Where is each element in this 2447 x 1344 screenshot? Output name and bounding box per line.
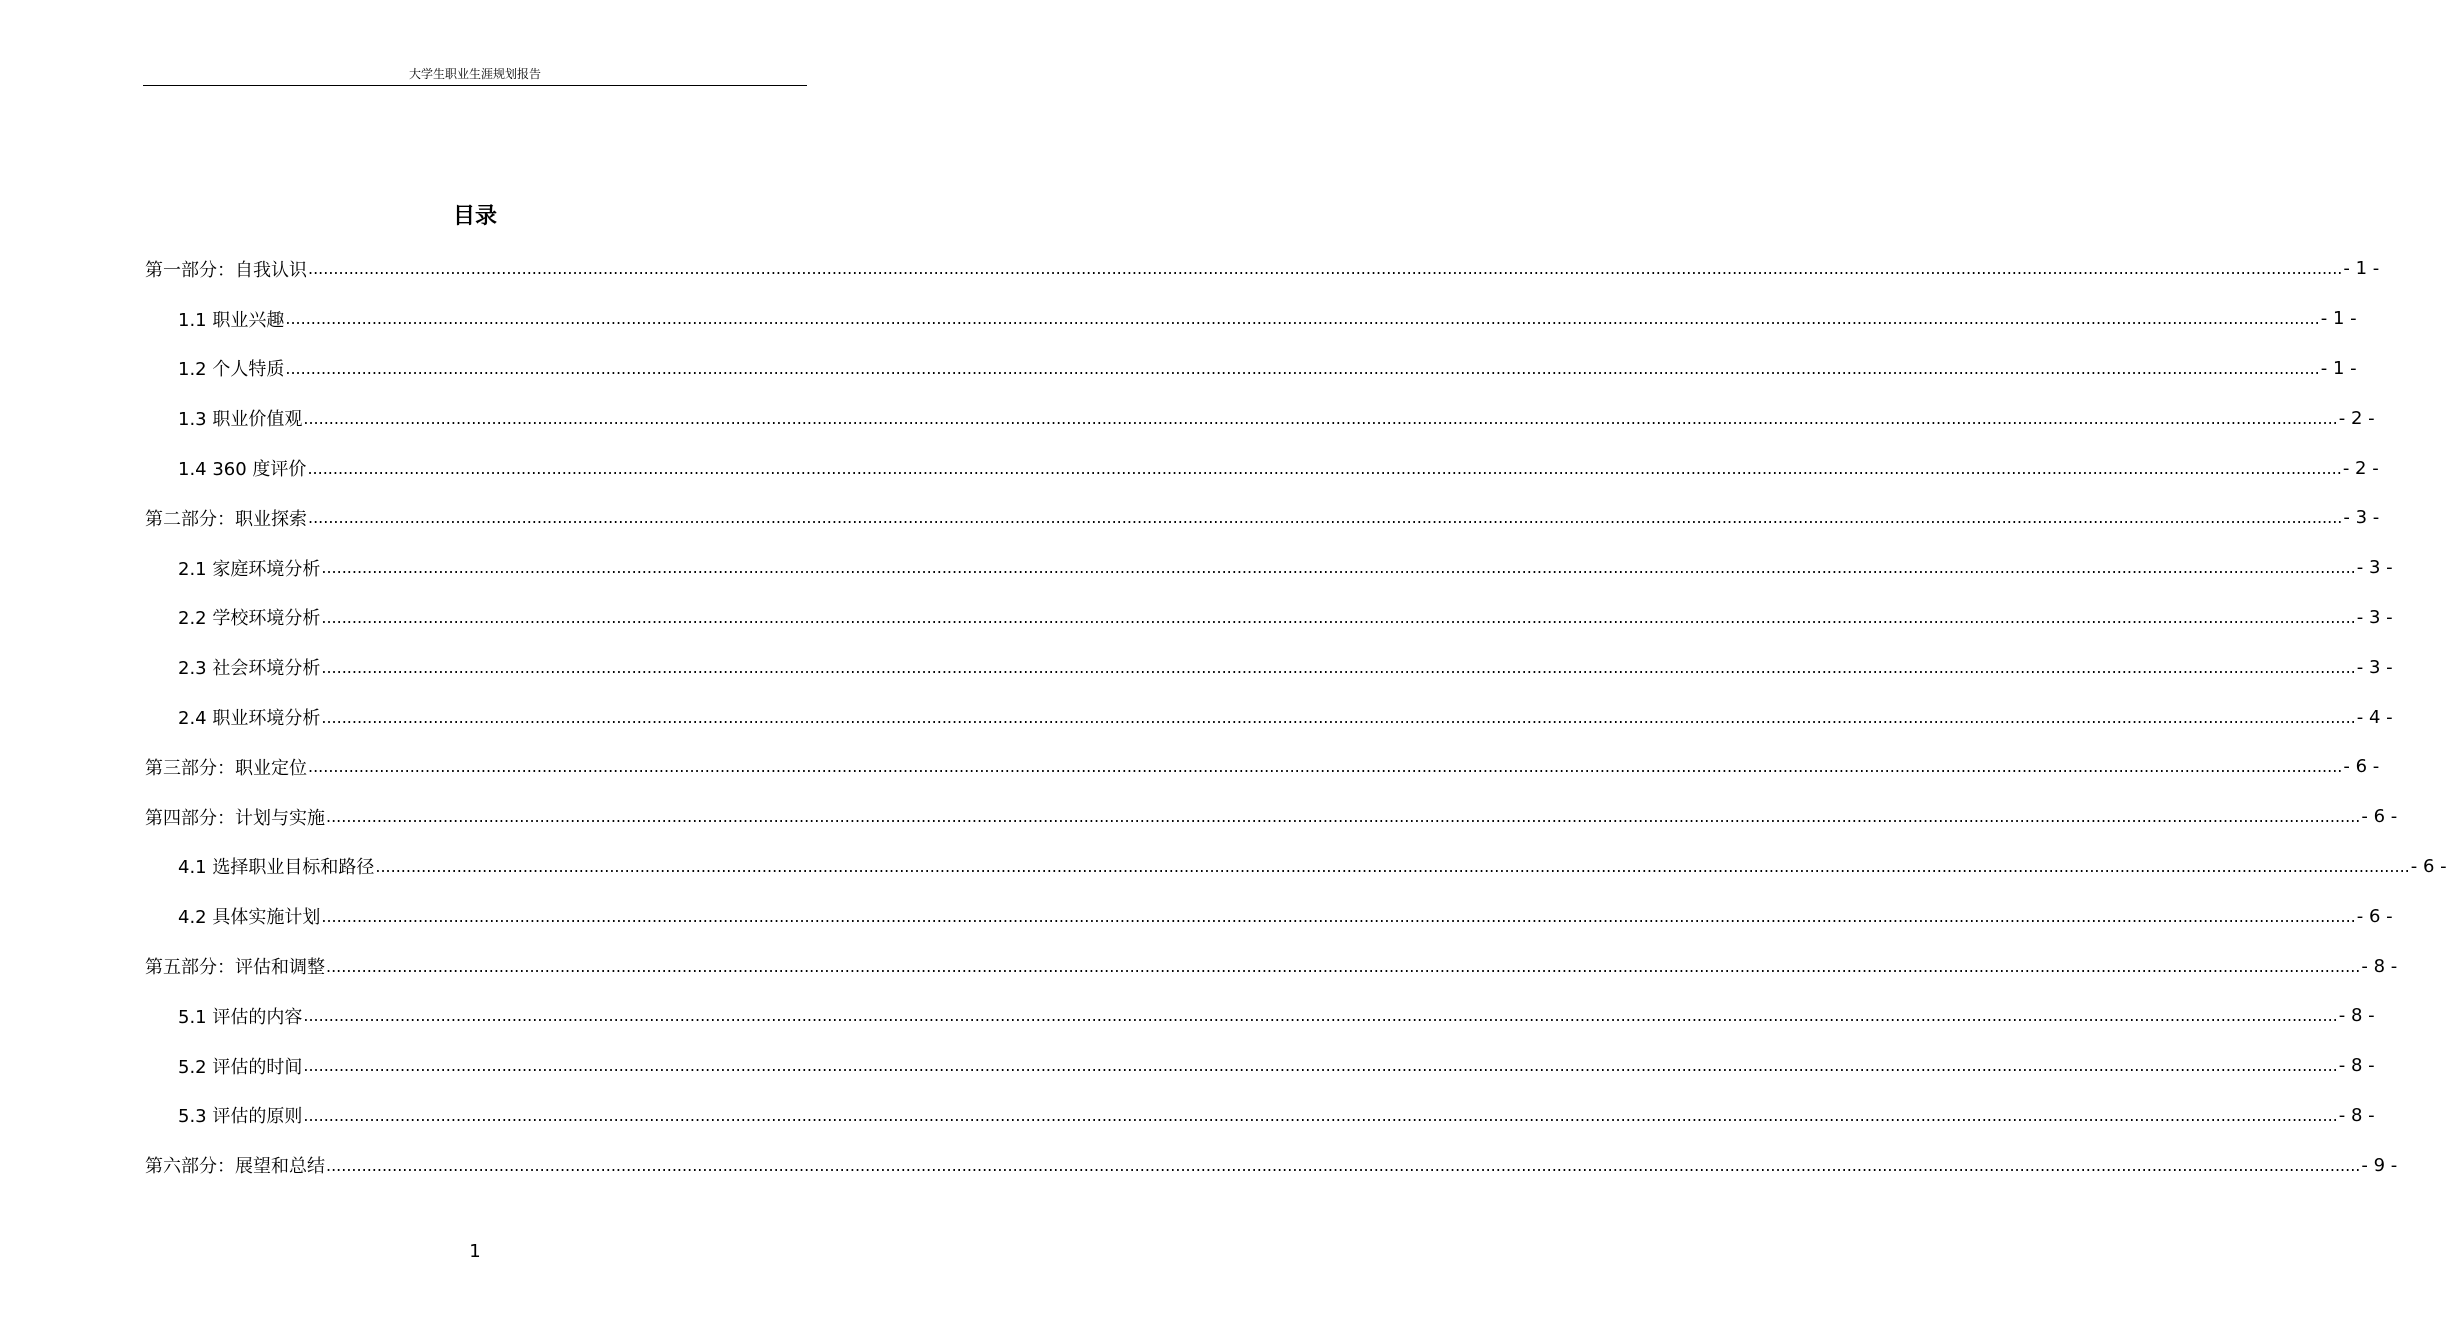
toc-entry-page: - 8 - bbox=[2338, 1005, 2375, 1027]
page-header-title: 大学生职业生涯规划报告 bbox=[408, 67, 541, 81]
toc-entry[interactable] bbox=[145, 991, 2375, 1041]
toc-entry-text: 4.1 选择职业目标和路径 bbox=[178, 857, 375, 879]
header-divider bbox=[143, 85, 807, 86]
toc-dot-leader: ................................................................................................................................................................................................................................................................................................................................................................................................................ bbox=[326, 956, 2361, 976]
toc-entry[interactable] bbox=[145, 1140, 2398, 1190]
toc-entry[interactable] bbox=[145, 443, 2379, 493]
page-number: 1 bbox=[469, 1241, 481, 1262]
toc-entry-page: - 3 - bbox=[2356, 606, 2393, 628]
toc-entry-page: - 3 - bbox=[2356, 656, 2393, 678]
toc-entry-text: 第二部分：职业探索 bbox=[145, 508, 307, 530]
toc-entry[interactable] bbox=[145, 842, 2447, 892]
table-of-contents bbox=[145, 244, 2447, 1190]
toc-entry-text: 第六部分：展望和总结 bbox=[145, 1156, 325, 1178]
toc-dot-leader: ................................................................................................................................................................................................................................................................................................................................................................................................................ bbox=[321, 707, 2356, 727]
toc-entry-text: 1.3 职业价值观 bbox=[178, 409, 303, 431]
toc-entry-text: 5.2 评估的时间 bbox=[178, 1056, 303, 1078]
toc-dot-leader: ................................................................................................................................................................................................................................................................................................................................................................................................................ bbox=[326, 1155, 2361, 1175]
toc-entry-page: - 6 - bbox=[2343, 756, 2380, 778]
toc-dot-leader: ................................................................................................................................................................................................................................................................................................................................................................................................................ bbox=[303, 408, 2338, 428]
toc-entry-page: - 3 - bbox=[2343, 507, 2380, 529]
toc-dot-leader: ................................................................................................................................................................................................................................................................................................................................................................................................................ bbox=[326, 807, 2361, 827]
toc-entry-text: 5.1 评估的内容 bbox=[178, 1006, 303, 1028]
toc-entry-page: - 6 - bbox=[2356, 905, 2393, 927]
toc-dot-leader: ................................................................................................................................................................................................................................................................................................................................................................................................................ bbox=[308, 757, 2343, 777]
toc-entry-page: - 9 - bbox=[2361, 1154, 2398, 1176]
toc-entry-page: - 2 - bbox=[2338, 407, 2375, 429]
toc-entry[interactable] bbox=[145, 244, 2380, 294]
toc-dot-leader: ................................................................................................................................................................................................................................................................................................................................................................................................................ bbox=[321, 906, 2356, 926]
toc-entry[interactable] bbox=[145, 543, 2393, 593]
toc-entry-text: 1.1 职业兴趣 bbox=[178, 309, 285, 331]
toc-entry-page: - 3 - bbox=[2356, 557, 2393, 579]
toc-entry[interactable] bbox=[145, 344, 2357, 394]
toc-entry[interactable] bbox=[145, 941, 2398, 991]
toc-entry[interactable] bbox=[145, 742, 2380, 792]
toc-entry[interactable] bbox=[145, 692, 2393, 742]
toc-entry-text: 2.2 学校环境分析 bbox=[178, 608, 321, 630]
toc-entry-text: 第四部分：计划与实施 bbox=[145, 807, 325, 829]
toc-entry-page: - 2 - bbox=[2342, 457, 2379, 479]
toc-dot-leader: ................................................................................................................................................................................................................................................................................................................................................................................................................ bbox=[285, 309, 2320, 329]
toc-dot-leader: ................................................................................................................................................................................................................................................................................................................................................................................................................ bbox=[321, 657, 2356, 677]
toc-entry-text: 2.3 社会环境分析 bbox=[178, 658, 321, 680]
toc-entry-text: 1.4 360 度评价 bbox=[178, 459, 307, 481]
toc-entry[interactable] bbox=[145, 493, 2380, 543]
toc-entry-text: 第五部分：评估和调整 bbox=[145, 957, 325, 979]
toc-entry[interactable] bbox=[145, 1041, 2375, 1091]
toc-entry-page: - 6 - bbox=[2361, 806, 2398, 828]
toc-entry-page: - 8 - bbox=[2338, 1104, 2375, 1126]
toc-entry[interactable] bbox=[145, 642, 2393, 692]
toc-entry-text: 第一部分：自我认识 bbox=[145, 259, 307, 281]
toc-dot-leader: ................................................................................................................................................................................................................................................................................................................................................................................................................ bbox=[303, 1105, 2338, 1125]
toc-entry-page: - 4 - bbox=[2356, 706, 2393, 728]
toc-entry[interactable] bbox=[145, 393, 2375, 443]
toc-dot-leader: ................................................................................................................................................................................................................................................................................................................................................................................................................ bbox=[321, 558, 2356, 578]
toc-entry[interactable] bbox=[145, 294, 2357, 344]
toc-entry-page: - 1 - bbox=[2320, 357, 2357, 379]
toc-entry-text: 4.2 具体实施计划 bbox=[178, 907, 321, 929]
toc-dot-leader: ................................................................................................................................................................................................................................................................................................................................................................................................................ bbox=[321, 607, 2356, 627]
toc-dot-leader: ................................................................................................................................................................................................................................................................................................................................................................................................................ bbox=[303, 1006, 2338, 1026]
toc-entry[interactable] bbox=[145, 1091, 2375, 1141]
toc-entry[interactable] bbox=[145, 891, 2393, 941]
toc-dot-leader: ................................................................................................................................................................................................................................................................................................................................................................................................................ bbox=[285, 358, 2320, 378]
toc-title: 目录 bbox=[452, 204, 497, 229]
toc-dot-leader: ................................................................................................................................................................................................................................................................................................................................................................................................................ bbox=[307, 458, 2342, 478]
toc-entry-page: - 8 - bbox=[2338, 1055, 2375, 1077]
toc-entry-text: 第三部分：职业定位 bbox=[145, 757, 307, 779]
toc-entry-page: - 1 - bbox=[2320, 308, 2357, 330]
toc-dot-leader: ................................................................................................................................................................................................................................................................................................................................................................................................................ bbox=[308, 508, 2343, 528]
toc-entry-page: - 1 - bbox=[2343, 258, 2380, 280]
toc-entry-text: 2.4 职业环境分析 bbox=[178, 708, 321, 730]
toc-dot-leader: ................................................................................................................................................................................................................................................................................................................................................................................................................ bbox=[303, 1056, 2338, 1076]
toc-dot-leader: ................................................................................................................................................................................................................................................................................................................................................................................................................ bbox=[308, 259, 2343, 279]
toc-dot-leader: ................................................................................................................................................................................................................................................................................................................................................................................................................ bbox=[375, 856, 2410, 876]
toc-entry-text: 5.3 评估的原则 bbox=[178, 1106, 303, 1128]
toc-entry-page: - 8 - bbox=[2361, 955, 2398, 977]
toc-entry-text: 1.2 个人特质 bbox=[178, 359, 285, 381]
toc-entry[interactable] bbox=[145, 593, 2393, 643]
toc-entry-text: 2.1 家庭环境分析 bbox=[178, 558, 321, 580]
toc-entry-page: - 6 - bbox=[2410, 855, 2447, 877]
toc-entry[interactable] bbox=[145, 792, 2398, 842]
